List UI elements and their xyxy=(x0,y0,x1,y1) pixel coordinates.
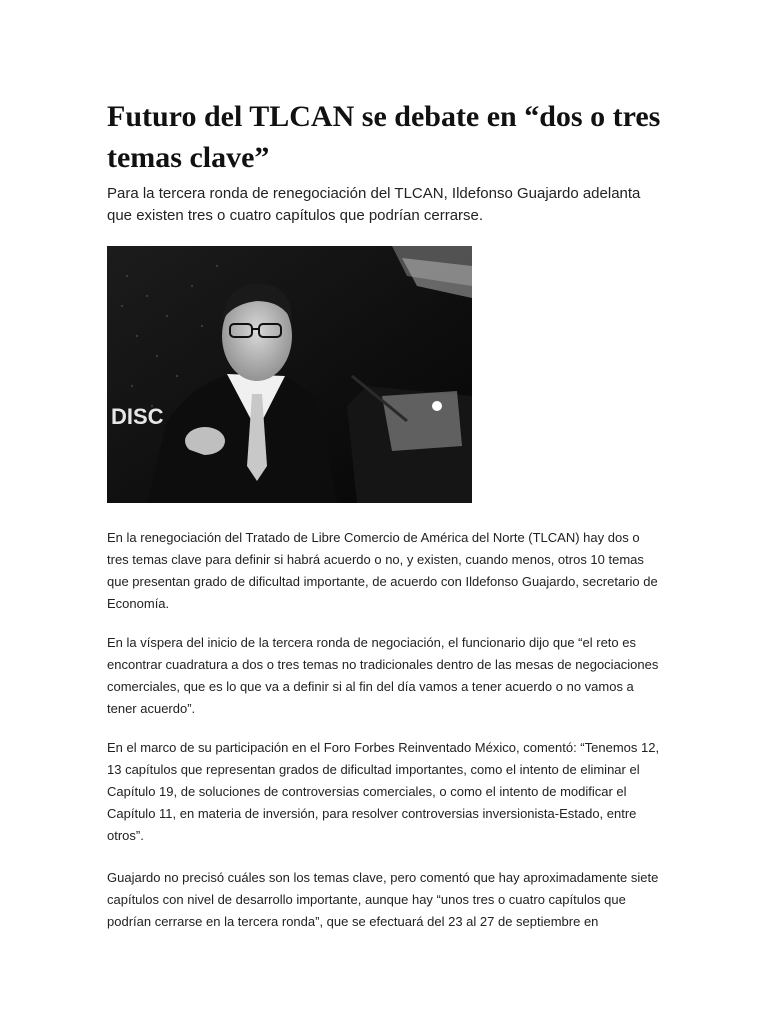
article-paragraph: Guajardo no precisó cuáles son los temas clave, pero comentó que hay aproximadamente siete capítulos con nivel de desarrollo importante, aunque hay “unos tres o cuatro capítulos que podrían cerrarse en la tercera ronda”, que se efectuará del 23 al 27 de septiembre en xyxy=(107,870,659,929)
article-paragraph: En la víspera del inicio de la tercera ronda de negociación, el funcionario dijo que “el reto es encontrar cuadratura a dos o tres temas no tradicionales dentro de las mesas de negociaciones comerciales, que es lo que va a definir si al fin del día vamos a tener acuerdo o no vamos a tener acuerdo”. xyxy=(107,635,659,716)
article-lead: Para la tercera ronda de renegociación del TLCAN, Ildefonso Guajardo adelanta que existen tres o cuatro capítulos que podrían cerrarse. xyxy=(107,185,641,224)
article-photo xyxy=(107,246,472,503)
article-title: Futuro del TLCAN se debate en “dos o tres temas clave” xyxy=(107,100,661,174)
article-paragraph: En el marco de su participación en el Foro Forbes Reinventado México, comentó: “Tenemos 12, 13 capítulos que representan grados de dificultad importantes, como el intento de eliminar el Capítulo 19, de soluciones de controversias comerciales, o como el intento de modificar el Capítulo 11, en materia de inversión, para resolver controversias inversionista-Estado, entre otros”. xyxy=(107,740,660,843)
sign-text: DISC xyxy=(111,404,164,429)
article-paragraph: En la renegociación del Tratado de Libre Comercio de América del Norte (TLCAN) hay dos o tres temas clave para definir si habrá acuerdo o no, y existen, cuando menos, otros 10 temas que presentan grado de dificultad importante, de acuerdo con Ildefonso Guajardo, secretario de Economía. xyxy=(107,530,658,611)
